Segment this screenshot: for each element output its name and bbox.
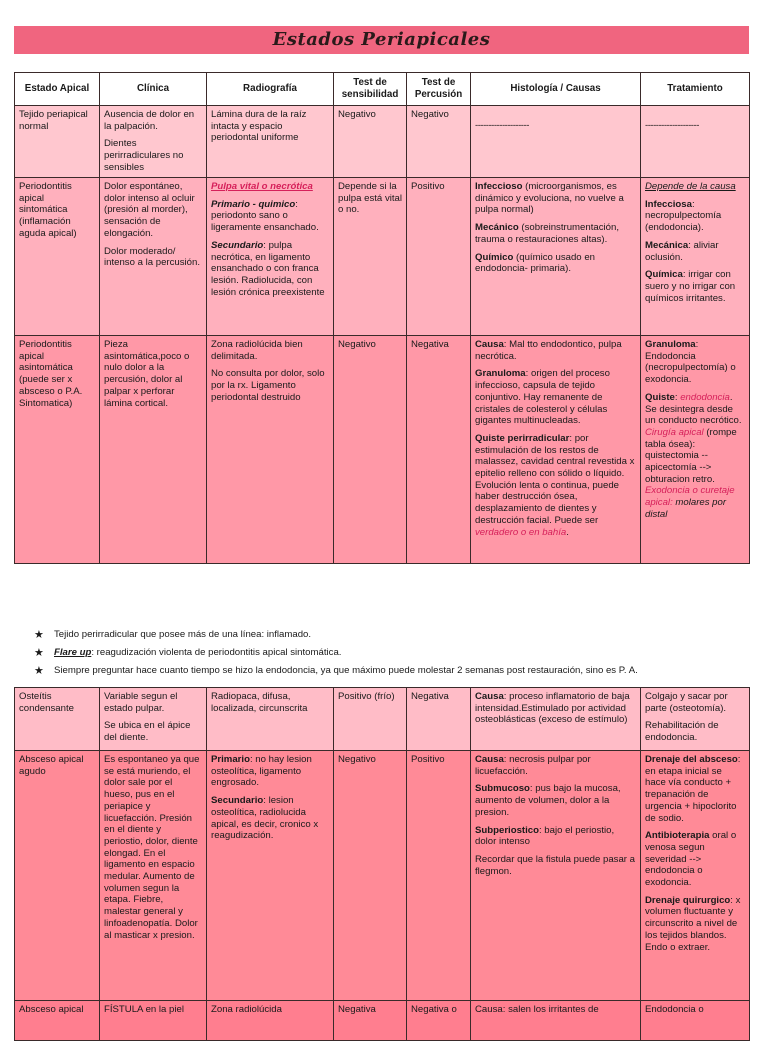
cell-percusion: Negativo bbox=[407, 106, 471, 178]
table-row bbox=[15, 106, 750, 178]
cell-text: oral o venosa segun severidad --> endodoncia o exodoncia. bbox=[645, 830, 737, 889]
cell-clinica: FÍSTULA en la piel bbox=[100, 1001, 207, 1041]
header-histologia: Histología / Causas bbox=[471, 73, 641, 106]
note-label: Flare up bbox=[54, 647, 92, 658]
cell-text: : necrosis pulpar por licuefacción. bbox=[475, 754, 591, 777]
bold-label: Primario - quimico bbox=[211, 198, 296, 210]
table-row bbox=[15, 751, 750, 1001]
bold-label: Quiste perirradicular bbox=[475, 432, 570, 444]
cell-sensibilidad: Negativo bbox=[334, 106, 407, 178]
bold-label: Subperiostico bbox=[475, 824, 539, 836]
table-row bbox=[15, 688, 750, 751]
cell-text: Dientes perirradiculares no sensibles bbox=[104, 138, 184, 173]
cell-histologia bbox=[471, 688, 641, 751]
cell-percusion: Positivo bbox=[407, 178, 471, 336]
cell-text: . Se desintegra desde un conducto necrótico. bbox=[645, 391, 742, 427]
header-percusion: Test de Percusión bbox=[407, 73, 471, 106]
cell-sensibilidad: Depende si la pulpa está vital o no. bbox=[334, 178, 407, 336]
cell-clinica bbox=[100, 688, 207, 751]
cell-text: Variable segun el estado pulpar. bbox=[104, 691, 178, 714]
cell-estado: Osteítis condensante bbox=[15, 688, 100, 751]
cell-sensibilidad: Positivo (frío) bbox=[334, 688, 407, 751]
cell-histologia bbox=[471, 178, 641, 336]
cell-estado: Periodontitis apical sintomática (inflamación aguda apical) bbox=[15, 178, 100, 336]
cell-tratamiento bbox=[641, 178, 750, 336]
cell-text: : Mal tto endodontico, pulpa necrótica. bbox=[475, 339, 622, 362]
bold-label: Secundario bbox=[211, 795, 264, 807]
page-title: Estados Periapicales bbox=[14, 26, 749, 54]
cell-histologia bbox=[471, 751, 641, 1001]
cell-percusion: Negativa o bbox=[407, 1001, 471, 1041]
cell-estado: Periodontitis apical asintomática (puede ser x absceso o P.A. Sintomatica) bbox=[15, 336, 100, 564]
bold-label: Causa bbox=[475, 754, 504, 765]
bold-label: Causa bbox=[475, 691, 504, 702]
bold-label: Submucoso bbox=[475, 783, 530, 795]
cell-text: Dolor espontáneo, dolor intenso al ocluir (presión al morder), sensación de elongación. bbox=[104, 181, 195, 239]
header-clinica: Clínica bbox=[100, 73, 207, 106]
note-item bbox=[34, 626, 734, 644]
cell-text: Recordar que la fistula puede pasar a flegmon. bbox=[475, 853, 635, 877]
bold-label: Mecánico bbox=[475, 222, 519, 234]
cell-histologia: Causa: salen los irritantes de bbox=[471, 1001, 641, 1041]
cell-text: : proceso inflamatorio de baja intensidad.Estimulado por actividad osteoblásticas (exceso de estímulo) bbox=[475, 691, 630, 726]
cell-text: : no hay lesion osteolítica, ligamento engrosado. bbox=[211, 754, 312, 789]
cell-tratamiento: -------------------- bbox=[641, 106, 750, 178]
highlight-text: Exodoncia o curetaje apical: bbox=[645, 485, 735, 509]
cell-text: : x volumen fluctuante y circunscrito a nivel de los tejidos blandos. Endo o extraer. bbox=[645, 894, 741, 953]
cell-histologia: -------------------- bbox=[471, 106, 641, 178]
bold-label: Granuloma bbox=[475, 368, 526, 380]
cell-text: Rehabilitación de endodoncia. bbox=[645, 720, 719, 744]
cell-clinica bbox=[100, 178, 207, 336]
cell-sensibilidad: Negativo bbox=[334, 751, 407, 1001]
cell-tratamiento: Endodoncia o bbox=[641, 1001, 750, 1041]
cell-text: : en etapa inicial se hace vía conducto + trepanación de urgencia + hipoclorito de sodio. bbox=[645, 754, 741, 824]
cell-tratamiento bbox=[641, 751, 750, 1001]
note-text: Siempre preguntar hace cuanto tiempo se hizo la endodoncia, ya que máximo puede molestar 2 semanas post restauración, sino es P. A. bbox=[54, 665, 638, 676]
periapical-table-1 bbox=[14, 72, 750, 564]
cell-text: Zona radiolúcida bien delimitada. bbox=[211, 339, 303, 362]
table-row bbox=[15, 1001, 750, 1041]
cell-radiografia: Zona radiolúcida bbox=[207, 1001, 334, 1041]
cell-radiografia bbox=[207, 751, 334, 1001]
cell-radiografia bbox=[207, 336, 334, 564]
cell-text: Se ubica en el ápice del diente. bbox=[104, 720, 191, 744]
star-icon: ★ bbox=[34, 629, 44, 641]
cell-text: : aliviar oclusión. bbox=[645, 239, 719, 263]
cell-text: : Endodoncia (necropulpectomía) o exodoncia. bbox=[645, 339, 736, 386]
cell-text: . bbox=[566, 526, 569, 538]
cell-estado: Absceso apical bbox=[15, 1001, 100, 1041]
highlight-text: endodoncia bbox=[680, 391, 730, 403]
notes-list bbox=[34, 626, 734, 680]
cell-text: : necropulpectomía (endodoncia). bbox=[645, 198, 722, 234]
header-radiografia: Radiografía bbox=[207, 73, 334, 106]
cell-text: (rompe tabla ósea): quistectomia -- apicectomía --> obturacion retro. bbox=[645, 426, 737, 485]
bold-label: Secundario bbox=[211, 239, 264, 251]
star-icon: ★ bbox=[34, 647, 44, 659]
highlight-text: Cirugía apical bbox=[645, 426, 704, 438]
header-tratamiento: Tratamiento bbox=[641, 73, 750, 106]
cell-clinica: Pieza asintomática,poco o nulo dolor a la percusión, dolor al palpar x perforar lámina cortical. bbox=[100, 336, 207, 564]
cell-clinica: Es espontaneo ya que se está muriendo, el dolor sale por el hueso, pus en el periapice y licuefacción. Presión en el diente y periostio, dolor, diente elongad. En el ligamento en espacio medular. Aumento de volumen segun la etapa. Fiebre, malestar general y linfoadenopatía. Dolor al masticar x presion. bbox=[100, 751, 207, 1001]
cell-percusion: Negativa bbox=[407, 688, 471, 751]
cell-tratamiento bbox=[641, 688, 750, 751]
cell-tratamiento bbox=[641, 336, 750, 564]
bold-label: Infeccioso bbox=[475, 181, 523, 192]
note-text: Tejido perirradicular que posee más de una línea: inflamado. bbox=[54, 629, 312, 640]
bold-label: Infecciosa bbox=[645, 198, 692, 210]
cell-radiografia: Lámina dura de la raíz intacta y espacio periodontal uniforme bbox=[207, 106, 334, 178]
cell-radiografia bbox=[207, 178, 334, 336]
cell-text: : por estimulación de los restos de malassez, cavidad central revestida x epitelio relleno con sólido o líquido. Evolución lenta o continua, puede haber destrucción ósea, desplazamiento de dientes y destrucción facial. Puede ser bbox=[475, 432, 635, 526]
underlined-text: Depende de la causa bbox=[645, 181, 736, 192]
cell-text: : pulpa necrótica, en ligamento ensanchado o con franca lesión. Radiolucida, con lesión crónica preexistente bbox=[211, 239, 325, 298]
bold-label: Antibioterapia bbox=[645, 830, 710, 842]
bold-label: Primario bbox=[211, 754, 250, 765]
bold-label: Quiste bbox=[645, 391, 675, 403]
note-item bbox=[34, 644, 734, 662]
note-item bbox=[34, 662, 734, 680]
bold-label: Químico bbox=[475, 251, 514, 263]
cell-estado: Tejido periapical normal bbox=[15, 106, 100, 178]
cell-clinica bbox=[100, 106, 207, 178]
bold-label: Mecánica bbox=[645, 239, 689, 251]
periapical-table-2 bbox=[14, 687, 750, 1041]
star-icon: ★ bbox=[34, 665, 44, 677]
table-header-row bbox=[15, 73, 750, 106]
bold-label: Causa bbox=[475, 339, 504, 350]
cell-histologia bbox=[471, 336, 641, 564]
cell-text: : bajo el periostio, dolor intenso bbox=[475, 824, 615, 848]
cell-text: : periodonto sano o ligeramente ensanchado. bbox=[211, 198, 319, 234]
header-estado: Estado Apical bbox=[15, 73, 100, 106]
cell-text: : origen del proceso infeccioso, capsula de tejido conjuntivo. Hay remanente de cristales de colesterol y células gigantes multinucleadas. bbox=[475, 368, 610, 427]
cell-text: Colgajo y sacar por parte (osteotomía). bbox=[645, 691, 728, 714]
cell-text: : lesion osteolítica, radiolucida apical, es decir, cronico x reagudización. bbox=[211, 795, 319, 842]
bold-label: Drenaje del absceso bbox=[645, 754, 738, 765]
cell-estado: Absceso apical agudo bbox=[15, 751, 100, 1001]
bold-label: Química bbox=[645, 269, 683, 281]
highlight-text: verdadero o en bahía bbox=[475, 526, 567, 538]
cell-percusion: Positivo bbox=[407, 751, 471, 1001]
highlight-text: Pulpa vital o necrótica bbox=[211, 181, 313, 192]
header-sensibilidad: Test de sensibilidad bbox=[334, 73, 407, 106]
table-row bbox=[15, 336, 750, 564]
cell-percusion: Negativa bbox=[407, 336, 471, 564]
cell-text: (sobreinstrumentación, trauma o restauraciones altas). bbox=[475, 222, 619, 245]
cell-sensibilidad: Negativa bbox=[334, 1001, 407, 1041]
bold-label: Drenaje quirurgico bbox=[645, 894, 731, 906]
cell-text: Dolor moderado/ intenso a la percusión. bbox=[104, 245, 200, 269]
cell-text: (microorganismos, es dinámico y evoluciona, no vuelve a pulpa normal) bbox=[475, 181, 624, 216]
italic-text: molares por distal bbox=[645, 497, 727, 520]
cell-text: : pus bajo la mucosa, aumento de volumen, dolor a la presion. bbox=[475, 783, 621, 818]
cell-text: Ausencia de dolor en la palpación. bbox=[104, 109, 195, 132]
note-text: : reagudización violenta de periodontitis apical sintomática. bbox=[91, 647, 342, 658]
cell-text: : bbox=[674, 391, 681, 403]
table-row bbox=[15, 178, 750, 336]
cell-sensibilidad: Negativo bbox=[334, 336, 407, 564]
cell-text: (químico usado en endodoncia- primaria). bbox=[475, 251, 595, 275]
cell-radiografia: Radiopaca, difusa, localizada, circunscrita bbox=[207, 688, 334, 751]
cell-text: : irrigar con suero y no irrigar con químicos irritantes. bbox=[645, 269, 736, 304]
bold-label: Granuloma bbox=[645, 339, 696, 350]
cell-text: No consulta por dolor, solo por la rx. Ligamento periodontal destruido bbox=[211, 368, 325, 403]
